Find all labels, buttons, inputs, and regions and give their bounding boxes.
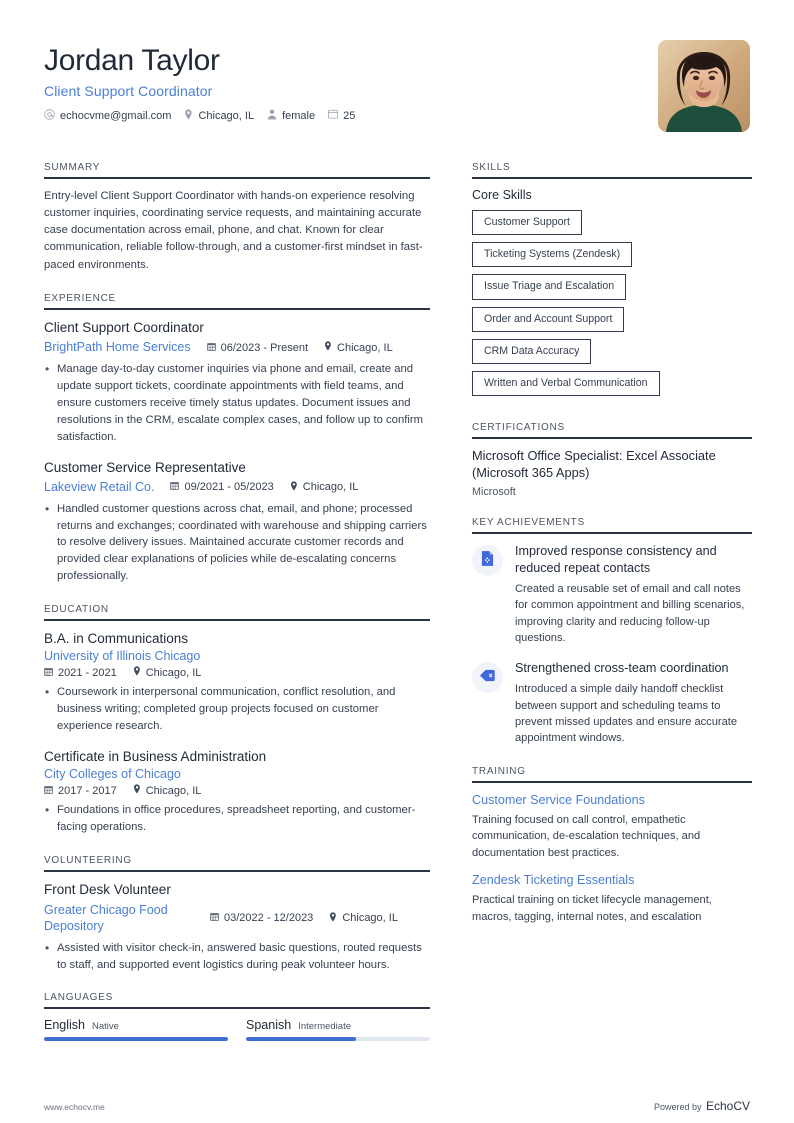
footer-powered-label: Powered by — [653, 1102, 702, 1112]
language-head — [44, 1018, 228, 1032]
entry-dates-text: 06/2023 - Present — [220, 341, 309, 354]
resume-header — [44, 40, 750, 132]
language-level: Intermediate — [298, 1021, 351, 1033]
contact-row — [44, 109, 355, 123]
achievement-body — [515, 660, 752, 747]
entry-dates-text: 09/2021 - 05/2023 — [184, 481, 274, 494]
entry-org[interactable]: City Colleges of Chicago — [44, 766, 181, 781]
training-item — [472, 872, 752, 925]
section-title-education: EDUCATION — [44, 604, 109, 616]
achievement-title: Strengthened cross-team coordination — [515, 661, 729, 676]
language-bar-fill — [246, 1037, 356, 1041]
achievement-title: Improved response consistency and reduced repeat contacts — [515, 544, 717, 575]
entry-location — [324, 341, 393, 354]
portrait-photo — [658, 40, 750, 132]
bullet-item: • Foundations in office procedures, spreadsheet reporting, and customer-facing operations. — [44, 802, 430, 836]
entry-location-text: Chicago, IL — [145, 784, 202, 797]
entry-dates-text: 03/2022 - 12/2023 — [224, 912, 314, 925]
entry-title: Certificate in Business Administration — [44, 749, 267, 765]
tag-icon — [480, 669, 495, 687]
language-grid — [44, 1018, 430, 1041]
skill-chip-row — [472, 339, 752, 371]
skill-chip-row — [472, 242, 752, 274]
achievement-description: Introduced a simple daily handoff checklist between support and scheduling teams to prevent missed updates and ensure accurate appointment windows. — [515, 683, 738, 745]
contact-age — [328, 109, 355, 122]
achievement-description: Created a reusable set of email and call notes for common appointment and billing scenarios, improving clarity and reducing follow-up questions. — [515, 582, 745, 644]
contact-email-text: echocvme@gmail.com — [60, 109, 172, 122]
section-languages — [44, 992, 430, 1041]
left-column — [44, 162, 430, 1060]
person-icon — [267, 109, 277, 123]
entry-dates — [207, 342, 308, 354]
contact-location-text: Chicago, IL — [198, 109, 255, 122]
location-pin-icon — [329, 912, 337, 925]
summary-text: Entry-level Client Support Coordinator with hands-on experience resolving customer inquiries, coordinating service requests, and maintaining accurate case documentation across email, phone, and chat. Known for clear communication, reliable follow-through, and a customer-first mindset in fast-paced environments. — [44, 190, 423, 271]
certification-item — [472, 448, 752, 498]
entry-location-text: Chicago, IL — [337, 341, 393, 354]
entry-dates — [170, 481, 273, 493]
entry-location — [290, 481, 359, 494]
calendar-icon — [210, 912, 219, 924]
entry-bullets — [44, 940, 430, 974]
certification-name: Microsoft Office Specialist: Excel Associate (Microsoft 365 Apps) — [472, 448, 716, 481]
section-title-summary: SUMMARY — [44, 162, 101, 173]
section-experience — [44, 293, 430, 585]
section-skills — [472, 162, 752, 403]
language-bar — [44, 1037, 228, 1041]
section-title-training: TRAINING — [472, 765, 526, 777]
skill-list — [472, 210, 752, 403]
entry-org[interactable]: Greater Chicago Food Depository — [44, 902, 168, 934]
content-columns — [44, 162, 750, 1060]
section-rule — [44, 870, 430, 872]
footer-brand-group — [654, 1097, 750, 1115]
achievement-body — [515, 543, 752, 646]
entry-location — [133, 784, 202, 797]
skill-chip-row — [472, 371, 752, 403]
section-education — [44, 604, 430, 836]
bullet-item: • Manage day-to-day customer inquiries via phone and email, create and update support tickets, coordinate appointments with field teams, and ensure customers receive timely status updates. Document issues and resolutions in the CRM, escalate complex cases, and follow up to confirm satisfaction. — [44, 361, 430, 446]
bullet-item: • Coursework in interpersonal communication, conflict resolution, and business writing; completed group projects focused on customer experience research. — [44, 684, 430, 735]
training-item — [472, 792, 752, 861]
entry-title: B.A. in Communications — [44, 631, 189, 647]
section-title-languages: LANGUAGES — [44, 992, 113, 1004]
section-training — [472, 766, 752, 925]
bullet-item: • Assisted with visitor check-in, answered basic questions, routed requests to staff, and supported event logistics during peak volunteer hours. — [44, 940, 430, 974]
page-footer — [44, 1097, 750, 1115]
location-pin-icon — [133, 784, 141, 797]
section-rule — [472, 437, 752, 439]
entry-location-text: Chicago, IL — [302, 481, 359, 494]
calendar-icon — [44, 667, 53, 679]
email-icon — [44, 109, 55, 123]
entry-org[interactable]: BrightPath Home Services — [44, 340, 191, 355]
entry-meta — [44, 666, 430, 679]
contact-gender — [267, 109, 315, 123]
achievement-item — [472, 543, 752, 646]
entry-location — [329, 912, 398, 925]
section-rule — [44, 619, 430, 621]
entry-title: Front Desk Volunteer — [44, 882, 171, 898]
location-pin-icon — [290, 481, 298, 494]
section-title-certifications: CERTIFICATIONS — [472, 422, 565, 434]
entry-location-text: Chicago, IL — [145, 666, 202, 679]
entry-bullets — [44, 501, 430, 586]
location-pin-icon — [324, 341, 332, 354]
language-level: Native — [92, 1021, 119, 1033]
achievement-item — [472, 660, 752, 747]
section-rule — [44, 177, 430, 179]
calendar-icon — [170, 481, 179, 493]
training-name[interactable]: Customer Service Foundations — [472, 792, 645, 807]
section-rule — [472, 781, 752, 783]
section-title-key-achievements: KEY ACHIEVEMENTS — [472, 517, 585, 529]
header-left — [44, 40, 355, 123]
location-pin-icon — [184, 109, 193, 123]
section-rule — [44, 308, 430, 310]
language-name: English — [44, 1018, 85, 1033]
language-head — [246, 1018, 430, 1032]
experience-entry — [44, 459, 430, 586]
skill-chip: Order and Account Support — [472, 307, 624, 332]
skill-chip: Written and Verbal Communication — [472, 371, 660, 396]
skill-chip-row — [472, 307, 752, 339]
entry-org[interactable]: Lakeview Retail Co. — [44, 480, 155, 495]
achievement-icon-wrap — [472, 545, 503, 576]
section-key-achievements — [472, 517, 752, 746]
contact-age-text: 25 — [343, 109, 356, 122]
skill-group-title: Core Skills — [472, 188, 532, 202]
section-certifications — [472, 422, 752, 498]
contact-location — [184, 109, 254, 123]
skill-chip-row — [472, 274, 752, 306]
entry-location-text: Chicago, IL — [342, 912, 398, 925]
skill-chip: Ticketing Systems (Zendesk) — [472, 242, 632, 267]
entry-meta — [44, 902, 430, 935]
section-title-volunteering: VOLUNTEERING — [44, 855, 132, 867]
calendar-icon — [328, 109, 338, 122]
entry-title: Customer Service Representative — [44, 459, 246, 475]
certification-issuer: Microsoft — [472, 486, 516, 499]
education-entry — [44, 748, 430, 836]
avatar — [658, 40, 750, 132]
bullet-item: • Handled customer questions across chat, email, and phone; processed returns and exchanges; coordinated with warehouse and shipping carriers to resolve delivery issues. Maintained accurate customer records and provided clear explanations of policies while de-escalating concerns professionally. — [44, 501, 430, 586]
section-rule — [472, 532, 752, 534]
footer-url[interactable]: www.echocv.me — [44, 1102, 105, 1112]
training-name[interactable]: Zendesk Ticketing Essentials — [472, 872, 635, 887]
calendar-icon — [207, 342, 216, 354]
experience-entry — [44, 319, 430, 446]
section-volunteering — [44, 855, 430, 973]
section-title-skills: SKILLS — [472, 162, 511, 173]
right-column — [472, 162, 752, 944]
entry-bullets — [44, 802, 430, 836]
entry-meta — [44, 784, 430, 797]
education-entry — [44, 630, 430, 735]
entry-dates — [44, 667, 117, 679]
section-rule — [472, 177, 752, 179]
entry-dates — [210, 912, 313, 924]
location-pin-icon — [133, 666, 141, 679]
calendar-icon — [44, 785, 53, 797]
language-item — [246, 1018, 430, 1041]
job-title: Client Support Coordinator — [44, 82, 213, 99]
entry-location — [133, 666, 202, 679]
entry-dates — [44, 785, 117, 797]
section-summary — [44, 162, 430, 274]
entry-dates-text: 2017 - 2017 — [58, 784, 117, 797]
contact-gender-text: female — [282, 109, 316, 122]
entry-title: Client Support Coordinator — [44, 319, 204, 335]
achievement-icon-wrap — [472, 662, 503, 693]
volunteering-entry — [44, 881, 430, 973]
entry-bullets — [44, 361, 430, 446]
language-bar-fill — [44, 1037, 228, 1041]
footer-brand: EchoCV — [705, 1099, 750, 1113]
skill-chip: Customer Support — [472, 210, 582, 235]
skill-chip: Issue Triage and Escalation — [472, 274, 626, 299]
language-bar — [246, 1037, 430, 1041]
training-description: Training focused on call control, empathetic communication, de-escalation techniques, and documentation best practices. — [472, 814, 701, 859]
entry-meta — [44, 339, 430, 356]
section-rule — [44, 1007, 430, 1009]
page-title: Jordan Taylor — [44, 44, 220, 77]
skill-chip-row — [472, 210, 752, 242]
entry-bullets — [44, 684, 430, 735]
document-icon — [481, 551, 494, 571]
language-name: Spanish — [246, 1018, 292, 1033]
skill-chip: CRM Data Accuracy — [472, 339, 591, 364]
entry-meta — [44, 479, 430, 496]
section-title-experience: EXPERIENCE — [44, 292, 116, 304]
training-description: Practical training on ticket lifecycle management, macros, tagging, internal notes, and escalation — [472, 894, 712, 923]
contact-email[interactable] — [44, 109, 171, 123]
entry-dates-text: 2021 - 2021 — [58, 666, 117, 679]
language-item — [44, 1018, 228, 1041]
entry-org[interactable]: University of Illinois Chicago — [44, 648, 201, 663]
